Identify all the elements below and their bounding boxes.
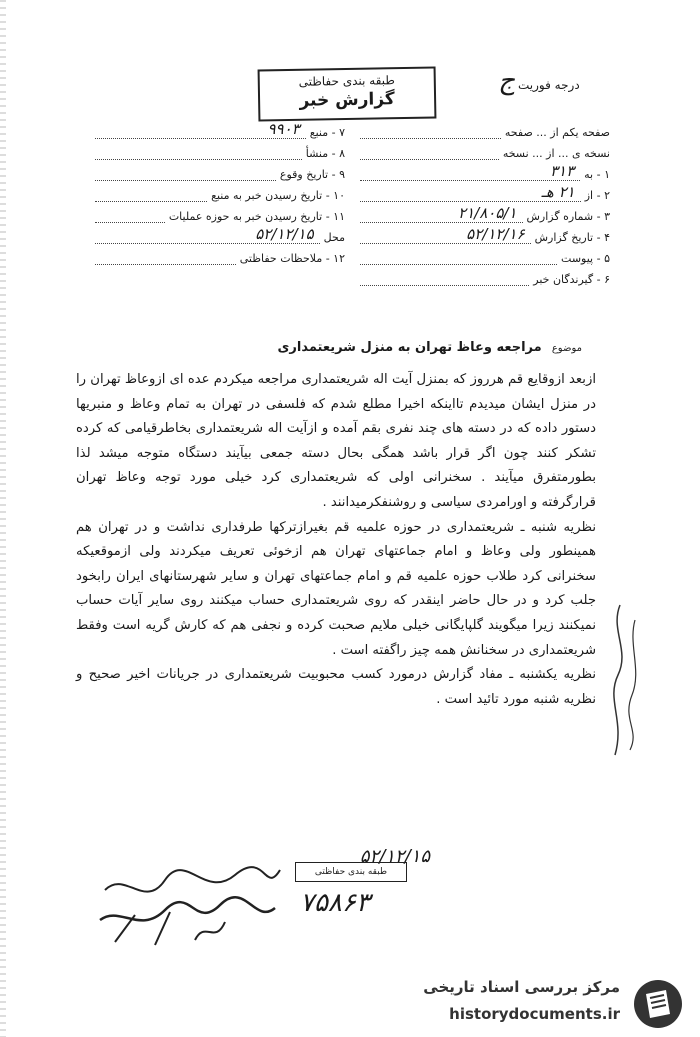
watermark-title: مرکز بررسی اسناد تاریخی [423,978,620,996]
form-column-right [360,122,610,290]
watermark-url: historydocuments.ir [449,1005,620,1023]
form-row [95,227,345,248]
report-body [76,368,596,712]
form-row [95,143,345,164]
form-field-line [360,225,531,244]
scan-edge [0,0,6,1037]
form-label: ۱۲ - ملاحظات حفاظتی [239,252,345,265]
form-value: ۵۲/۱۲/۱۵ [255,225,314,243]
form-field-line [360,162,580,181]
form-label: ۲ - از [584,189,610,202]
form-row [360,122,610,143]
form-field-line [360,183,581,202]
form-field-line [95,210,165,223]
form-field-line [95,252,236,265]
form-label: صفحه یکم از ... صفحه [504,126,610,139]
form-row [95,248,345,269]
archive-logo-icon [632,978,684,1030]
topic-text: مراجعه وعاظ تهران به منزل شریعتمداری [277,340,542,355]
form-row [360,248,610,269]
form-value: ۵۲/۱۲/۱۶ [466,225,525,243]
topic-line [277,340,582,355]
form-label: ۸ - منشأ [305,147,345,160]
watermark [394,978,684,1030]
form-row [360,269,610,290]
form-field-line [360,147,499,160]
form-label: ۴ - تاریخ گزارش [534,231,610,244]
form-field-line [360,252,557,265]
form-label: ۱ - به [584,168,610,181]
form-field-line [360,204,523,223]
form-row [95,164,345,185]
form-label: ۷ - منبع [309,126,345,139]
archive-number: ۷۵۸۶۳ [300,888,370,918]
topic-label: موضوع [551,343,582,354]
form-field-line [95,225,320,244]
form-label: نسخه ی ... از ... نسخه [502,147,610,160]
form-label: ۵ - پیوست [561,252,610,265]
urgency-value: ج [498,66,515,96]
handwritten-signature [95,850,285,950]
form-field-line [95,168,276,181]
body-paragraph-3: نظریه یکشنبه ـ مفاد گزارش درمورد کسب محبوبیت شریعتمداری در جریانات اخیر صحیح و نظریه شنبه مورد تائید است . [76,667,596,707]
classification-box-bottom: طبقه بندی حفاظتی [295,862,407,882]
urgency-label: درجه فوریت [518,78,580,92]
form-field-line [95,189,207,202]
stamp-line-2: گزارش خبر [299,89,395,111]
form-label: ۹ - تاریخ وقوع [279,168,345,181]
form-value: ۲۱/۸۰۵/۱ [458,204,517,222]
margin-handwriting [590,600,650,760]
form-label: محل [323,231,345,244]
form-label: ۶ - گیرندگان خبر [533,273,610,286]
body-paragraph-2: نظریه شنبه ـ شریعتمداری در حوزه علمیه قم بغیرازترکها طرفداری نداشت و در تهران هم همینطور ولی وعاظ و امام جماعتهای تهران هم ازخوئی تعریف میکردند ولی ازموقعیکه سخنرانی کرد طلاب حوزه علمیه قم و امام جماعتهای تهران و سایر شهرستانهای ایران رابخود جلب کرد و در حال حاضر اینقدر که روی شریعتمداری حساب میکنند روی سایر آیات حساب نمیکنند زیرا میگویند گلپایگانی خیلی ملایم صحبت کرده و نجفی هم که کارش گریه است وفقط شریعتمداری در سخنانش همه چیز راگفته است . [76,519,596,658]
stamp-line-1: طبقه بندی حفاظتی [298,73,396,89]
report-form-fields [95,122,610,312]
form-value: ۲۱ هـ [541,183,575,201]
form-field-line [95,147,302,160]
form-column-left [95,122,345,269]
form-field-line [360,273,529,286]
form-row [95,122,345,143]
classification-stamp [258,66,437,121]
form-row [360,227,610,248]
form-label: ۳ - شماره گزارش [526,210,610,223]
form-value: ۹۹۰۳ [267,120,300,138]
form-row [95,185,345,206]
form-field-line [95,120,306,139]
form-field-line [360,126,501,139]
form-label: ۱۰ - تاریخ رسیدن خبر به منبع [211,189,345,202]
body-paragraph-1: ازبعد ازوقایع قم هرروز که بمنزل آیت اله شریعتمداری مراجعه میکردم عده ای ازوعاظ تهران را در منزل ایشان میدیدم تااینکه اخیرا مطلع شدم که فلسفی در تهران به تمام وعاظ و منبریها دستور داده که در دسته های چند نفری بقم آمده و ازآیت اله شریعتمداری بخاطرقیامی که کرده تشکر کنند چون اگر قرار باشد همگی بحال دسته جمعی بیآیند دستگاه متوجه میشد لذا بطورمتفرق میآیند . سخنرانی اولی که شریعتمداری کرد خیلی مورد توجه وعاظ تهران قرارگرفته و اورامردی سیاسی و روشنفکرمیدانند . [76,372,596,510]
handwritten-date: ۵۲/۱۲/۱۵ [359,846,430,867]
form-label: ۱۱ - تاریخ رسیدن خبر به حوزه عملیات [168,210,345,223]
form-value: ۳۱۳ [549,162,575,180]
